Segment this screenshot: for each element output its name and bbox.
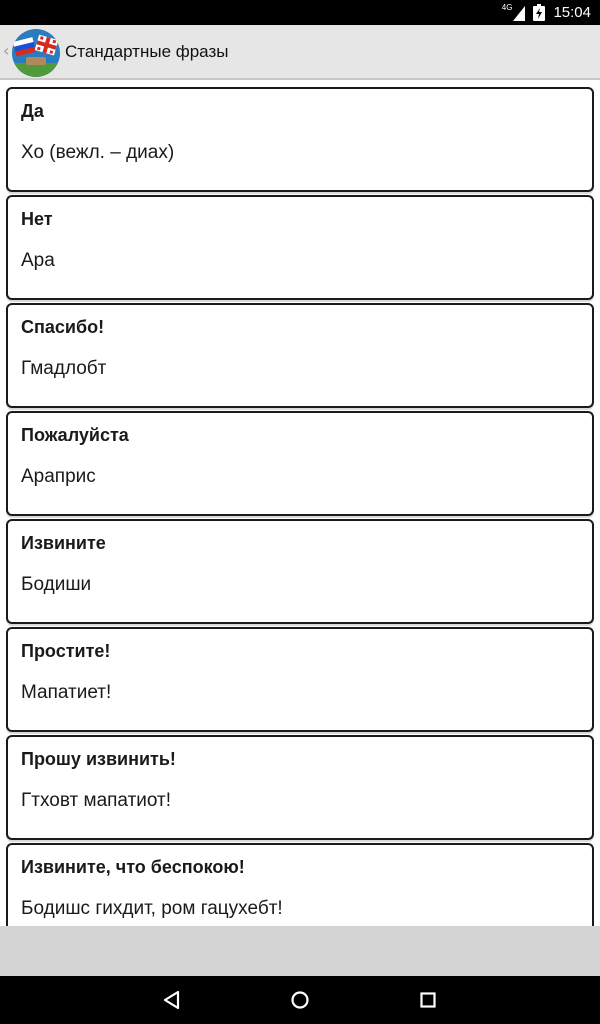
phrase-georgian: Бодишс гихдит, ром гацухебт! <box>21 898 283 919</box>
phrase-list[interactable] <box>0 82 600 926</box>
phrase-georgian: Гтховт мапатиот! <box>21 790 172 811</box>
phrase-georgian: Бодиши <box>21 574 92 595</box>
phrase-russian: Нет <box>21 209 53 229</box>
phrase-georgian: Араприс <box>21 466 96 487</box>
home-circle-icon[interactable] <box>286 986 314 1014</box>
phrase-card[interactable] <box>6 87 594 192</box>
phrase-russian: Извините <box>21 533 106 553</box>
phrase-card[interactable] <box>6 735 594 840</box>
phrase-russian: Пожалуйста <box>21 425 129 445</box>
navigation-bar <box>0 976 600 1024</box>
status-bar <box>0 0 600 25</box>
phrase-card[interactable] <box>6 519 594 624</box>
phrase-russian: Прошу извинить! <box>21 749 176 769</box>
phrase-georgian: Гмадлобт <box>21 358 107 379</box>
phrase-georgian: Ара <box>21 250 55 271</box>
phrase-georgian: Хо (вежл. – диах) <box>21 142 175 163</box>
status-time: 15:04 <box>553 4 591 21</box>
phrase-card[interactable] <box>6 195 594 300</box>
page-title: Стандартные фразы <box>65 42 229 61</box>
app-logo-icon[interactable] <box>12 29 60 77</box>
phrase-card[interactable] <box>6 843 594 926</box>
phrase-georgian: Мапатиет! <box>21 682 112 703</box>
battery-charging-icon <box>533 4 545 21</box>
signal-icon <box>513 5 525 21</box>
phrase-card[interactable] <box>6 627 594 732</box>
back-triangle-icon[interactable] <box>158 986 186 1014</box>
action-bar <box>0 25 600 80</box>
phrase-russian: Спасибо! <box>21 317 105 337</box>
chevron-left-icon[interactable]: ‹ <box>3 41 10 60</box>
recents-square-icon[interactable] <box>414 986 442 1014</box>
phrase-russian: Извините, что беспокою! <box>21 857 245 877</box>
bottom-strip <box>0 926 600 976</box>
phrase-card[interactable] <box>6 411 594 516</box>
phrase-russian: Да <box>21 101 44 121</box>
network-type: 4G <box>501 3 513 12</box>
phrase-card[interactable] <box>6 303 594 408</box>
phrase-russian: Простите! <box>21 641 111 661</box>
